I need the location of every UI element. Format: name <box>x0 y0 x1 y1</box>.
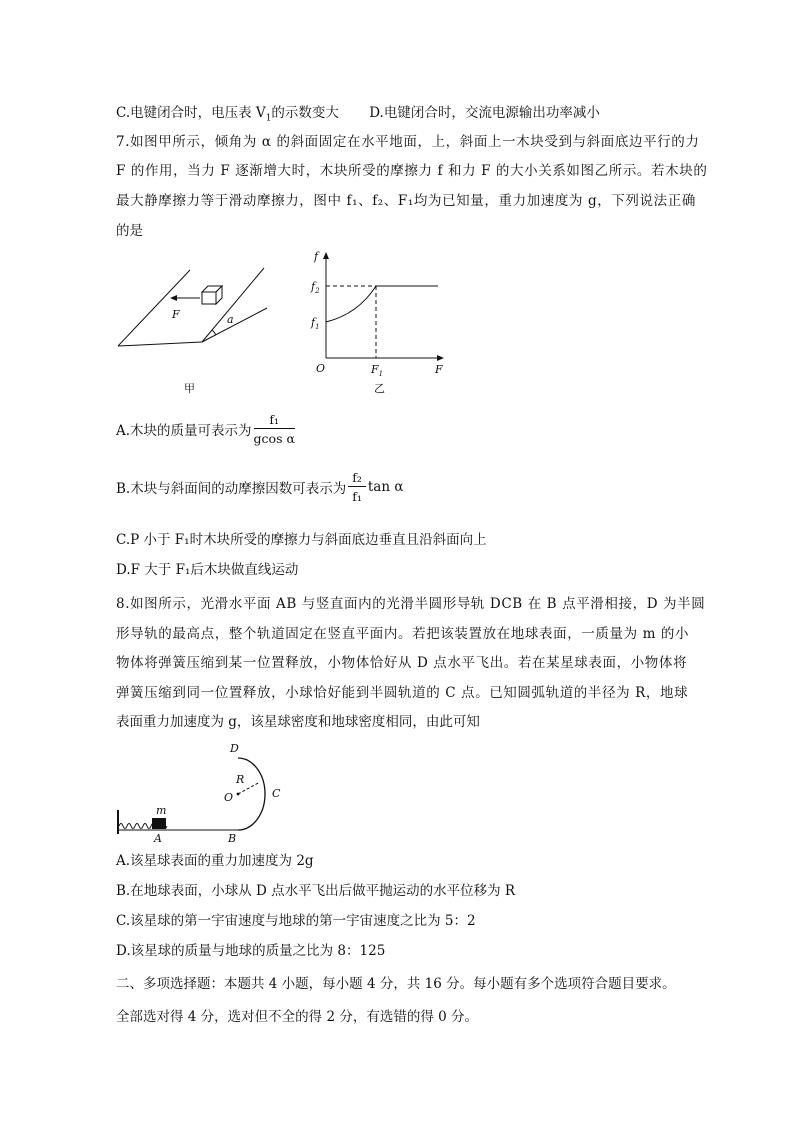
q7-option-a: A.木块的质量可表示为 $\frac{\text{f₁}}{\text{gcos α}}$ <box>116 412 295 446</box>
semicircle-track-DCB <box>238 758 265 830</box>
q7-option-c: C.P 小于 F₁时木块所受的摩擦力与斜面底边垂直且沿斜面向上 <box>116 532 487 548</box>
ground-line <box>202 308 267 342</box>
label-O: O <box>224 791 234 804</box>
friction-curve <box>326 286 376 322</box>
label-A: A <box>154 832 162 845</box>
q7-option-b: B.木块与斜面间的动摩擦因数可表示为 $\frac{\text{f₂}}{\text{f₁}}$ tan α <box>116 470 404 504</box>
wood-block <box>202 286 222 304</box>
figure-caption-jia: 甲 <box>184 382 195 395</box>
q8-option-a: A.该星球表面的重力加速度为 2g <box>116 853 314 869</box>
q8-figure <box>110 738 310 848</box>
f2-tick-label: $f_2$ <box>311 280 320 295</box>
q6-option-c: C.电键闭合时，电压表 $V_1$的示数变大 <box>116 105 339 124</box>
q7-stem-line-1: 7.如图甲所示，倾角为 α 的斜面固定在水平地面，上，斜面上一木块受到与斜面底边平行的力 <box>116 134 700 150</box>
q8-option-c: C.该星球的第一宇宙速度与地球的第一宇宙速度之比为 5：2 <box>116 913 476 929</box>
incline-base-edge <box>118 342 202 346</box>
label-B: B <box>228 832 237 845</box>
q7-figure-jia <box>112 258 282 398</box>
f1-tick-label: $f_1$ <box>311 316 320 331</box>
y-axis-label: f <box>314 250 319 263</box>
label-D: D <box>230 742 239 755</box>
section-2-heading-line-1: 二、多项选择题：本题共 4 小题，每小题 4 分，共 16 分。每小题有多个选项符合题目要求。 <box>116 976 676 992</box>
small-block-m <box>152 818 166 829</box>
x-axis-label: F <box>435 363 443 376</box>
q7-stem-line-3: 最大静摩擦力等于滑动摩擦力，图中 f₁、f₂、F₁均为已知量，重力加速度为 g，下列说法正确 <box>116 193 696 209</box>
y-axis-arrowhead <box>323 252 329 259</box>
x-axis-arrowhead <box>437 355 444 361</box>
q8-option-b: B.在地球表面，小球从 D 点水平飞出后做平抛运动的水平位移为 R <box>116 883 516 899</box>
q6-option-d: D.电键闭合时，交流电源输出功率减小 <box>369 105 600 121</box>
label-R: R <box>236 773 245 786</box>
label-C: C <box>272 787 281 800</box>
force-arrowhead <box>170 295 177 301</box>
q8-option-d: D.该星球的质量与地球的质量之比为 8：125 <box>116 943 386 959</box>
F1-tick-label: $F_1$ <box>371 363 384 378</box>
q7-option-a-fraction: $\frac{\text{f₁}}{\text{gcos α}}$ <box>253 412 295 446</box>
q7-option-d: D.F 大于 F₁后木块做直线运动 <box>116 562 299 578</box>
center-O <box>237 793 240 796</box>
q7-option-b-fraction: $\frac{\text{f₂}}{\text{f₁}}$ <box>348 470 366 504</box>
q8-stem-line-5: 表面重力加速度为 g，该星球密度和地球密度相同，由此可知 <box>116 714 480 730</box>
q7-stem-line-2: F 的作用，当力 F 逐渐增大时，木块所受的摩擦力 f 和力 F 的大小关系如图乙所示。若木块的 <box>116 163 708 179</box>
q7-figure-yi <box>306 246 456 396</box>
section-2-heading-line-2: 全部选对得 4 分，选对但不全的得 2 分，有选错的得 0 分。 <box>116 1009 479 1025</box>
q6-options-cd <box>116 104 600 128</box>
force-label: F <box>172 308 180 321</box>
angle-arc <box>212 330 216 335</box>
origin-label: O <box>316 362 326 375</box>
figure-caption-yi: 乙 <box>374 382 385 395</box>
q8-stem-line-4: 弹簧压缩到同一位置释放，小球恰好能到半圆轨道的 C 点。已知圆弧轨道的半径为 R，地球 <box>116 685 689 701</box>
angle-label: a <box>227 313 234 326</box>
q8-stem-line-2: 形导轨的最高点，整个轨道固定在竖直平面内。若把该装置放在地球表面，一质量为 m 的小 <box>116 626 690 642</box>
incline-right-edge <box>202 268 264 342</box>
q8-stem-line-3: 物体将弹簧压缩到某一位置释放，小物体恰好从 D 点水平飞出。若在某星球表面，小物体将 <box>116 655 688 671</box>
q8-stem-line-1: 8.如图所示，光滑水平面 AB 与竖直面内的光滑半圆形导轨 DCB 在 B 点平滑相接，D 为半圆 <box>116 596 706 612</box>
label-m: m <box>156 804 167 817</box>
q7-stem-line-4: 的是 <box>116 223 143 239</box>
